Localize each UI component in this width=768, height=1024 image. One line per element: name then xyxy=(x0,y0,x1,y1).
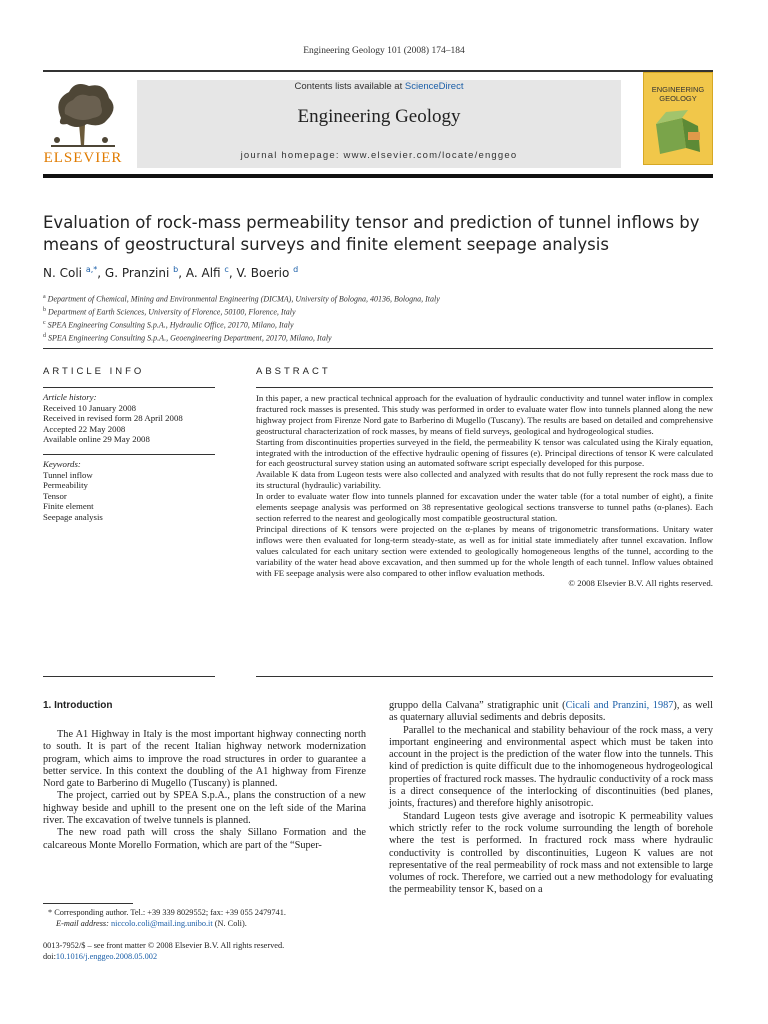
article-info-rule xyxy=(43,387,215,388)
doi-link[interactable]: 10.1016/j.enggeo.2008.05.002 xyxy=(55,952,158,961)
affiliation-mark: d xyxy=(43,333,46,340)
corresponding-author-note: * Corresponding author. Tel.: +39 339 8029552; fax: +39 055 2479741. xyxy=(48,908,286,917)
history-item: Received 10 January 2008 xyxy=(43,402,137,413)
elsevier-wordmark: ELSEVIER xyxy=(43,150,123,166)
abstract-bottom-rule xyxy=(256,676,713,677)
journal-reference: Engineering Geology 101 (2008) 174–184 xyxy=(303,46,465,56)
affiliation xyxy=(43,318,723,331)
continued-text: gruppo della Calvana” stratigraphic unit ( xyxy=(389,700,566,711)
issn-line: 0013-7952/$ – see front matter © 2008 Elsevier B.V. All rights reserved. xyxy=(43,941,285,950)
body-paragraph: The project, carried out by SPEA S.p.A., plans the construction of a new highway beside and uphill to the present one on the left side of the Marina river. The excavation of twelve tunnels is planned. xyxy=(43,790,366,827)
journal-name: Engineering Geology xyxy=(297,106,461,127)
history-item: Accepted 22 May 2008 xyxy=(43,423,126,434)
keyword: Finite element xyxy=(43,501,94,511)
body-paragraph: The A1 Highway in Italy is the most important highway connecting north to south. It is part of the recent Italian highway network modernization program, which aims to improve the road structures in order to guarantee a better service. In this context the doubling of the A1 highway from Firenze Nord gate to Barberino di Mugello (Tuscany) is planned. xyxy=(43,729,366,790)
doi-line xyxy=(43,951,363,962)
affiliation-text: Department of Earth Sciences, University of Florence, 50100, Florence, Italy xyxy=(46,307,296,317)
affiliation xyxy=(43,305,723,318)
abstract-rule xyxy=(256,387,713,388)
body-paragraph: Parallel to the mechanical and stability behaviour of the rock mass, a very important engineering and environmental aspect which must be taken into account in the project is the prediction of the water flow into the tunnels. This kind of prediction is quite difficult due to the inhomogeneous hydrogeological properties of fractured rock masses. The hydraulic conductivity of a rock mass is a direct consequence of the interlocking of discontinuities (bed planes, joints, fractures) and therefore highly anisotropic. xyxy=(389,724,713,810)
contents-line xyxy=(137,81,621,92)
author-name: A. Alfi xyxy=(185,266,225,280)
abstract-paragraph: Principal directions of K tensors were projected on the α-planes by means of trigonometric transformations. Unitary water inflows were then evaluated for long-term steady-state, as well as for initial state immediately after tunnel excavation. Inflow values calculated for each unitary section were extended to geologically homogeneous lengths of the tunnel, according to the variability of the water head above excavation, and then summed up for the whole length of each tunnel. Inflow values obtained with FE seepage analysis were also compared to other inflow evaluation methods. xyxy=(256,523,713,578)
body-paragraph: The new road path will cross the shaly Sillano Formation and the calcareous Monte Morello Formation, which are part of the “Super- xyxy=(43,827,366,851)
author-name: G. Pranzini xyxy=(104,266,174,280)
footnote-rule xyxy=(43,903,133,904)
keywords-block xyxy=(43,459,215,522)
section-divider xyxy=(43,348,713,349)
keywords-rule xyxy=(43,454,215,455)
footnote xyxy=(48,907,368,929)
article-info-bottom-rule xyxy=(43,676,215,677)
affiliation-mark: b xyxy=(43,307,46,314)
history-item: Received in revised form 28 April 2008 xyxy=(43,413,183,423)
history-item: Available online 29 May 2008 xyxy=(43,434,150,444)
keywords-label: Keywords: xyxy=(43,459,81,469)
doi-prefix: doi: xyxy=(43,952,56,961)
abstract-paragraph: Starting from discontinuities properties surveyed in the field, the permeability K tensor was calculated using the Kiraly equation, integrated with the introduction of the effective hydraulic opening of fissures (e). Principal directions of tensor K were calculated for each geostructural survey station using an automated software script especially developed for this purpose. xyxy=(256,436,713,469)
keyword: Permeability xyxy=(43,480,88,490)
affiliation-text: Department of Chemical, Mining and Environmental Engineering (DICMA), University of Bologna, 40136, Bologna, Italy xyxy=(45,294,440,304)
sciencedirect-link[interactable]: ScienceDirect xyxy=(404,81,464,92)
author-affiliation-mark[interactable]: b xyxy=(173,265,179,274)
body-right-column xyxy=(389,700,713,897)
keyword: Seepage analysis xyxy=(43,511,103,522)
abstract-body xyxy=(256,393,713,589)
affiliation-text: SPEA Engineering Consulting S.p.A., Geoengineering Department, 20170, Milano, Italy xyxy=(46,334,332,344)
author-separator: , xyxy=(228,266,237,280)
cover-title-line-1: ENGINEERING xyxy=(651,85,705,94)
abstract-paragraph: Available K data from Lugeon tests were also collected and analyzed with results that do not fully represent the rock mass due to its structural (hydraulic) variability. xyxy=(256,469,713,491)
affiliation-text: SPEA Engineering Consulting S.p.A., Hydraulic Office, 20170, Milano, Italy xyxy=(45,320,294,330)
author-affiliation-mark[interactable]: c xyxy=(224,265,229,274)
author-separator: , xyxy=(178,266,186,280)
author-name: N. Coli xyxy=(43,266,86,280)
author-separator: , xyxy=(97,266,105,280)
contents-prefix: Contents lists available at xyxy=(294,81,405,92)
abstract-paragraph: In this paper, a new practical technical approach for the evaluation of hydraulic conductivity and tunnel water inflow in complex fractured rock masses is presented. This study was performed in order to evaluate water flow into tunnels planned along the new highway project from Firenze Nord gate to Barberino di Mugello (Tuscany). The results are based on detailed and comprehensive geostructural characterization of rock masses, by means of field surveys, geological and hydrogeological studies. xyxy=(256,393,713,436)
issn-block xyxy=(43,940,363,962)
affiliation xyxy=(43,331,723,344)
article-history xyxy=(43,392,215,445)
affiliation-list xyxy=(43,292,723,345)
abstract-paragraph: In order to evaluate water flow into tunnels planned for excavation under the water table (for a total number of eight), a finite elements seepage analysis was performed on 38 representative geological sections transverse to tunnel paths (α-planes). Each section referred to the nearest and geologically most compatible geostructural station. xyxy=(256,491,713,523)
introduction-heading: 1. Introduction xyxy=(43,700,113,711)
email-label: E-mail address: xyxy=(56,919,109,928)
journal-homepage[interactable]: journal homepage: www.elsevier.com/locate/enggeo xyxy=(240,150,518,161)
body-left-column xyxy=(43,729,366,852)
affiliation-mark: c xyxy=(43,320,46,327)
email-line xyxy=(48,918,368,929)
email-suffix: (N. Coli). xyxy=(212,919,247,928)
keyword: Tunnel inflow xyxy=(43,469,93,480)
cover-title-line-2: GEOLOGY xyxy=(659,93,697,103)
cover-title xyxy=(645,86,711,103)
article-info-heading: ARTICLE INFO xyxy=(43,366,145,377)
continued-text-end: ), as well as quaternary alluvial sediments and debris deposits. xyxy=(389,700,713,724)
cover-art-icon xyxy=(652,108,704,158)
affiliation-mark: a xyxy=(43,294,46,300)
copyright-line: © 2008 Elsevier B.V. All rights reserved. xyxy=(568,578,713,589)
header-top-rule xyxy=(43,70,713,72)
history-label: Article history: xyxy=(43,392,97,402)
affiliation xyxy=(43,292,723,305)
abstract-heading: ABSTRACT xyxy=(256,366,331,377)
header-bottom-rule xyxy=(43,174,713,178)
author-list xyxy=(43,265,723,280)
author-name: V. Boerio xyxy=(236,266,294,280)
citation-link[interactable]: Cicali and Pranzini, 1987 xyxy=(565,700,674,711)
article-title: Evaluation of rock-mass permeability tensor and prediction of tunnel inflows by means of geostructural surveys and finite element seepage analysis xyxy=(43,213,700,254)
email-link[interactable]: niccolo.coli@mail.ing.unibo.it xyxy=(111,919,213,928)
body-paragraph: Standard Lugeon tests give average and isotropic K permeability values which strictly refer to the rock volume surrounding the length of borehole where the test is performed. In fractured rock mass where hydraulic conductivity is controlled by discontinuities, Lugeon K values are not representative of the real permeability of rock mass and not extensible to large volumes of rock. Therefore, we carried out a new methodology for evaluating the permeability tensor K, based on a xyxy=(389,810,713,896)
author-affiliation-mark[interactable]: a,* xyxy=(85,265,98,274)
body-paragraph-continued xyxy=(389,700,713,725)
author-affiliation-mark[interactable]: d xyxy=(293,265,299,274)
keyword: Tensor xyxy=(43,490,67,501)
